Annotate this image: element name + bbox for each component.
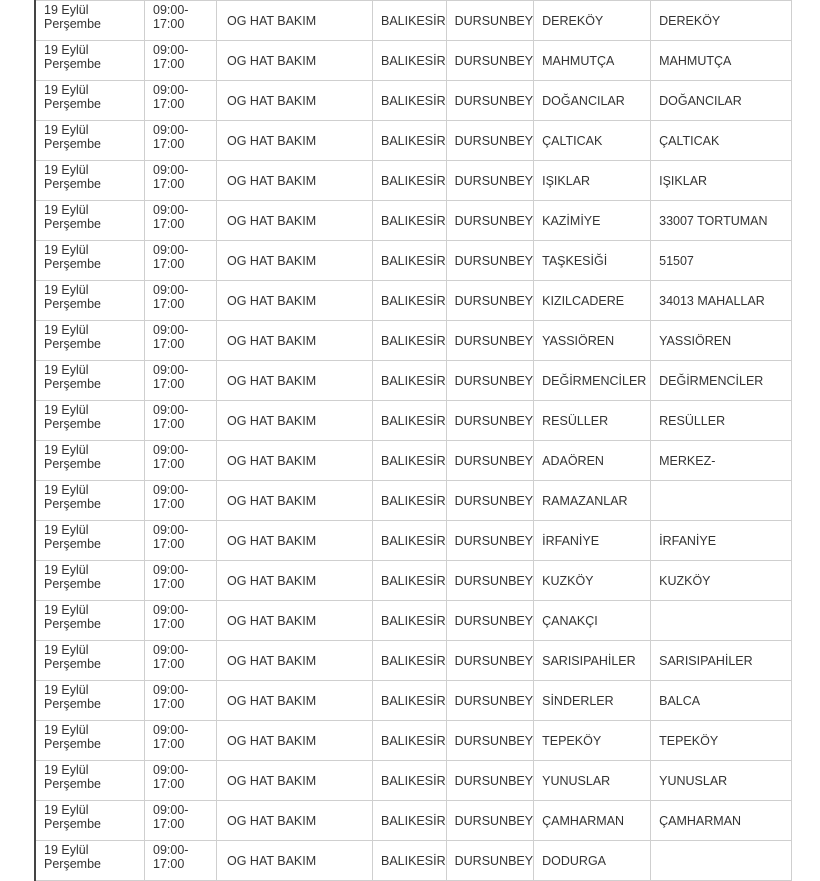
neighborhood-cell: MAHMUTÇA <box>534 41 651 81</box>
date-cell: 19 Eylül Perşembe <box>35 761 145 801</box>
table-row <box>35 401 792 441</box>
district-cell: DURSUNBEY <box>446 641 534 681</box>
time-cell: 09:00-17:00 <box>145 681 217 721</box>
province-cell: BALIKESİR <box>373 321 447 361</box>
date-cell: 19 Eylül Perşembe <box>35 721 145 761</box>
neighborhood-cell: İRFANİYE <box>534 521 651 561</box>
date-cell: 19 Eylül Perşembe <box>35 241 145 281</box>
province-cell: BALIKESİR <box>373 201 447 241</box>
street-cell: MERKEZ- <box>651 441 792 481</box>
work-type-cell: OG HAT BAKIM <box>217 1 373 41</box>
work-type-cell: OG HAT BAKIM <box>217 521 373 561</box>
work-type-cell: OG HAT BAKIM <box>217 361 373 401</box>
street-cell: DEĞİRMENCİLER <box>651 361 792 401</box>
table-row <box>35 801 792 841</box>
outage-table <box>34 0 792 881</box>
province-cell: BALIKESİR <box>373 241 447 281</box>
neighborhood-cell: KIZILCADERE <box>534 281 651 321</box>
street-cell: TEPEKÖY <box>651 721 792 761</box>
date-cell: 19 Eylül Perşembe <box>35 401 145 441</box>
time-cell: 09:00-17:00 <box>145 521 217 561</box>
district-cell: DURSUNBEY <box>446 161 534 201</box>
province-cell: BALIKESİR <box>373 641 447 681</box>
work-type-cell: OG HAT BAKIM <box>217 641 373 681</box>
table-row <box>35 241 792 281</box>
district-cell: DURSUNBEY <box>446 561 534 601</box>
work-type-cell: OG HAT BAKIM <box>217 161 373 201</box>
date-cell: 19 Eylül Perşembe <box>35 441 145 481</box>
work-type-cell: OG HAT BAKIM <box>217 321 373 361</box>
neighborhood-cell: ÇANAKÇI <box>534 601 651 641</box>
date-cell: 19 Eylül Perşembe <box>35 41 145 81</box>
neighborhood-cell: RESÜLLER <box>534 401 651 441</box>
street-cell: IŞIKLAR <box>651 161 792 201</box>
province-cell: BALIKESİR <box>373 601 447 641</box>
neighborhood-cell: SİNDERLER <box>534 681 651 721</box>
work-type-cell: OG HAT BAKIM <box>217 721 373 761</box>
district-cell: DURSUNBEY <box>446 801 534 841</box>
time-cell: 09:00-17:00 <box>145 281 217 321</box>
table-row <box>35 841 792 881</box>
district-cell: DURSUNBEY <box>446 761 534 801</box>
street-cell: MAHMUTÇA <box>651 41 792 81</box>
table-row <box>35 521 792 561</box>
province-cell: BALIKESİR <box>373 721 447 761</box>
table-row <box>35 561 792 601</box>
street-cell: 33007 TORTUMAN <box>651 201 792 241</box>
province-cell: BALIKESİR <box>373 81 447 121</box>
time-cell: 09:00-17:00 <box>145 721 217 761</box>
province-cell: BALIKESİR <box>373 361 447 401</box>
work-type-cell: OG HAT BAKIM <box>217 241 373 281</box>
work-type-cell: OG HAT BAKIM <box>217 681 373 721</box>
district-cell: DURSUNBEY <box>446 481 534 521</box>
district-cell: DURSUNBEY <box>446 681 534 721</box>
street-cell: KUZKÖY <box>651 561 792 601</box>
street-cell <box>651 601 792 641</box>
neighborhood-cell: KAZİMİYE <box>534 201 651 241</box>
province-cell: BALIKESİR <box>373 441 447 481</box>
neighborhood-cell: RAMAZANLAR <box>534 481 651 521</box>
neighborhood-cell: ADAÖREN <box>534 441 651 481</box>
province-cell: BALIKESİR <box>373 401 447 441</box>
date-cell: 19 Eylül Perşembe <box>35 801 145 841</box>
street-cell: RESÜLLER <box>651 401 792 441</box>
work-type-cell: OG HAT BAKIM <box>217 201 373 241</box>
neighborhood-cell: KUZKÖY <box>534 561 651 601</box>
time-cell: 09:00-17:00 <box>145 41 217 81</box>
neighborhood-cell: DOĞANCILAR <box>534 81 651 121</box>
neighborhood-cell: YUNUSLAR <box>534 761 651 801</box>
district-cell: DURSUNBEY <box>446 401 534 441</box>
province-cell: BALIKESİR <box>373 841 447 881</box>
date-cell: 19 Eylül Perşembe <box>35 81 145 121</box>
time-cell: 09:00-17:00 <box>145 481 217 521</box>
work-type-cell: OG HAT BAKIM <box>217 481 373 521</box>
time-cell: 09:00-17:00 <box>145 321 217 361</box>
province-cell: BALIKESİR <box>373 161 447 201</box>
time-cell: 09:00-17:00 <box>145 601 217 641</box>
table-row <box>35 761 792 801</box>
work-type-cell: OG HAT BAKIM <box>217 401 373 441</box>
neighborhood-cell: ÇAMHARMAN <box>534 801 651 841</box>
street-cell: DEREKÖY <box>651 1 792 41</box>
table-row <box>35 121 792 161</box>
table-row <box>35 41 792 81</box>
street-cell: 34013 MAHALLAR <box>651 281 792 321</box>
district-cell: DURSUNBEY <box>446 321 534 361</box>
neighborhood-cell: TAŞKESİĞİ <box>534 241 651 281</box>
work-type-cell: OG HAT BAKIM <box>217 81 373 121</box>
time-cell: 09:00-17:00 <box>145 121 217 161</box>
province-cell: BALIKESİR <box>373 281 447 321</box>
street-cell: ÇAMHARMAN <box>651 801 792 841</box>
street-cell: SARISIPAHİLER <box>651 641 792 681</box>
neighborhood-cell: IŞIKLAR <box>534 161 651 201</box>
province-cell: BALIKESİR <box>373 481 447 521</box>
street-cell <box>651 481 792 521</box>
date-cell: 19 Eylül Perşembe <box>35 641 145 681</box>
district-cell: DURSUNBEY <box>446 81 534 121</box>
table-row <box>35 441 792 481</box>
street-cell: 51507 <box>651 241 792 281</box>
district-cell: DURSUNBEY <box>446 721 534 761</box>
table-row <box>35 641 792 681</box>
date-cell: 19 Eylül Perşembe <box>35 361 145 401</box>
table-row <box>35 161 792 201</box>
date-cell: 19 Eylül Perşembe <box>35 121 145 161</box>
neighborhood-cell: TEPEKÖY <box>534 721 651 761</box>
date-cell: 19 Eylül Perşembe <box>35 161 145 201</box>
street-cell: BALCA <box>651 681 792 721</box>
time-cell: 09:00-17:00 <box>145 841 217 881</box>
work-type-cell: OG HAT BAKIM <box>217 601 373 641</box>
time-cell: 09:00-17:00 <box>145 561 217 601</box>
date-cell: 19 Eylül Perşembe <box>35 561 145 601</box>
neighborhood-cell: SARISIPAHİLER <box>534 641 651 681</box>
province-cell: BALIKESİR <box>373 681 447 721</box>
date-cell: 19 Eylül Perşembe <box>35 281 145 321</box>
street-cell: ÇALTICAK <box>651 121 792 161</box>
province-cell: BALIKESİR <box>373 761 447 801</box>
table-row <box>35 201 792 241</box>
time-cell: 09:00-17:00 <box>145 201 217 241</box>
neighborhood-cell: YASSIÖREN <box>534 321 651 361</box>
time-cell: 09:00-17:00 <box>145 801 217 841</box>
table-row <box>35 481 792 521</box>
province-cell: BALIKESİR <box>373 1 447 41</box>
time-cell: 09:00-17:00 <box>145 81 217 121</box>
work-type-cell: OG HAT BAKIM <box>217 121 373 161</box>
province-cell: BALIKESİR <box>373 561 447 601</box>
district-cell: DURSUNBEY <box>446 441 534 481</box>
outage-table-body <box>35 1 792 881</box>
province-cell: BALIKESİR <box>373 801 447 841</box>
street-cell: İRFANİYE <box>651 521 792 561</box>
work-type-cell: OG HAT BAKIM <box>217 561 373 601</box>
work-type-cell: OG HAT BAKIM <box>217 441 373 481</box>
table-row <box>35 321 792 361</box>
district-cell: DURSUNBEY <box>446 841 534 881</box>
district-cell: DURSUNBEY <box>446 281 534 321</box>
table-row <box>35 81 792 121</box>
street-cell: DOĞANCILAR <box>651 81 792 121</box>
table-row <box>35 721 792 761</box>
street-cell <box>651 841 792 881</box>
neighborhood-cell: DODURGA <box>534 841 651 881</box>
street-cell: YASSIÖREN <box>651 321 792 361</box>
district-cell: DURSUNBEY <box>446 241 534 281</box>
district-cell: DURSUNBEY <box>446 201 534 241</box>
district-cell: DURSUNBEY <box>446 601 534 641</box>
province-cell: BALIKESİR <box>373 41 447 81</box>
date-cell: 19 Eylül Perşembe <box>35 1 145 41</box>
time-cell: 09:00-17:00 <box>145 761 217 801</box>
work-type-cell: OG HAT BAKIM <box>217 281 373 321</box>
date-cell: 19 Eylül Perşembe <box>35 841 145 881</box>
province-cell: BALIKESİR <box>373 521 447 561</box>
date-cell: 19 Eylül Perşembe <box>35 681 145 721</box>
neighborhood-cell: DEĞİRMENCİLER <box>534 361 651 401</box>
date-cell: 19 Eylül Perşembe <box>35 601 145 641</box>
table-row <box>35 681 792 721</box>
date-cell: 19 Eylül Perşembe <box>35 521 145 561</box>
table-row <box>35 1 792 41</box>
time-cell: 09:00-17:00 <box>145 361 217 401</box>
date-cell: 19 Eylül Perşembe <box>35 321 145 361</box>
province-cell: BALIKESİR <box>373 121 447 161</box>
district-cell: DURSUNBEY <box>446 41 534 81</box>
work-type-cell: OG HAT BAKIM <box>217 841 373 881</box>
date-cell: 19 Eylül Perşembe <box>35 201 145 241</box>
neighborhood-cell: DEREKÖY <box>534 1 651 41</box>
time-cell: 09:00-17:00 <box>145 1 217 41</box>
district-cell: DURSUNBEY <box>446 1 534 41</box>
table-row <box>35 361 792 401</box>
district-cell: DURSUNBEY <box>446 121 534 161</box>
district-cell: DURSUNBEY <box>446 521 534 561</box>
date-cell: 19 Eylül Perşembe <box>35 481 145 521</box>
street-cell: YUNUSLAR <box>651 761 792 801</box>
work-type-cell: OG HAT BAKIM <box>217 801 373 841</box>
time-cell: 09:00-17:00 <box>145 241 217 281</box>
time-cell: 09:00-17:00 <box>145 401 217 441</box>
time-cell: 09:00-17:00 <box>145 441 217 481</box>
district-cell: DURSUNBEY <box>446 361 534 401</box>
table-row <box>35 281 792 321</box>
neighborhood-cell: ÇALTICAK <box>534 121 651 161</box>
work-type-cell: OG HAT BAKIM <box>217 41 373 81</box>
work-type-cell: OG HAT BAKIM <box>217 761 373 801</box>
time-cell: 09:00-17:00 <box>145 161 217 201</box>
table-row <box>35 601 792 641</box>
time-cell: 09:00-17:00 <box>145 641 217 681</box>
